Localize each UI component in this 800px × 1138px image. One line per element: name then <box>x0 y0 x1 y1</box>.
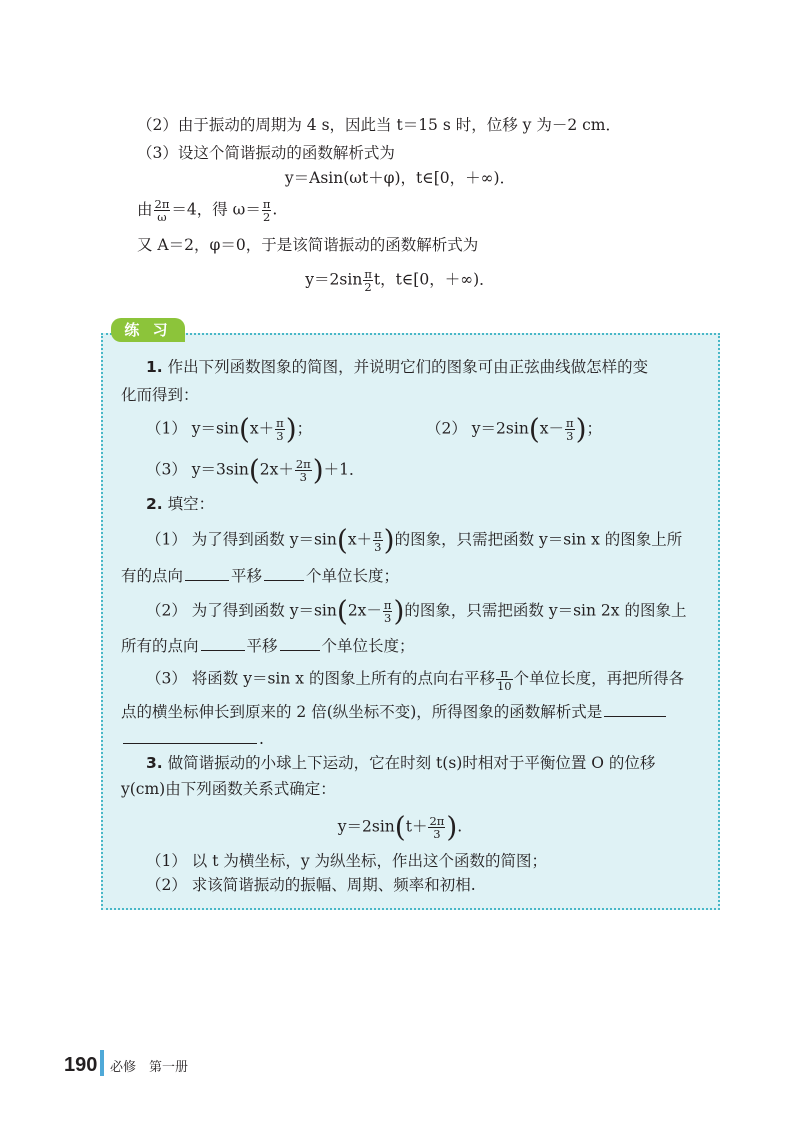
q3-item-2: （2） 求该简谐振动的振幅、周期、频率和初相. <box>146 876 476 894</box>
numerator: π <box>276 416 284 430</box>
paren: ( <box>528 412 540 446</box>
answer-blank[interactable] <box>201 649 245 651</box>
q2-item-2-line-1 <box>146 594 687 628</box>
paren: ) <box>383 523 395 557</box>
text: ＋1． <box>323 460 365 479</box>
denominator: 3 <box>566 429 574 443</box>
numerator: 2π <box>429 814 445 828</box>
text: 2x＋ <box>259 460 294 479</box>
paren: ( <box>248 453 260 487</box>
text: ； <box>586 419 603 438</box>
solution-line-3: （3）设这个简谐振动的函数解析式为 <box>137 144 395 162</box>
fraction <box>262 198 272 223</box>
question-text: 作出下列函数图象的简图，并说明它们的图象可由正弦曲线做怎样的变 <box>167 358 649 376</box>
numerator: π <box>374 527 382 541</box>
text: t＋ <box>405 817 428 836</box>
text: . <box>457 817 463 836</box>
q2-title <box>146 493 214 515</box>
fraction <box>496 667 513 692</box>
denominator: 3 <box>276 429 284 443</box>
text: x＋ <box>347 530 373 549</box>
q2-item-3-line-3 <box>121 728 264 750</box>
fraction <box>383 599 393 624</box>
text: 的图象，只需把函数 y＝sin x 的图象上所 <box>394 530 683 549</box>
answer-blank[interactable] <box>123 742 257 744</box>
numerator: 2π <box>154 197 170 211</box>
fraction <box>565 417 575 442</box>
numerator: π <box>383 598 392 612</box>
paren: ( <box>336 594 348 628</box>
denominator: 10 <box>496 679 512 693</box>
question-number: 1. <box>146 358 163 376</box>
q1-line-2: 化而得到： <box>121 386 199 404</box>
solution-formula-2 <box>0 268 800 293</box>
text: x＋ <box>249 419 275 438</box>
text: （1） y＝sin <box>146 419 239 438</box>
text: . <box>259 730 264 748</box>
denominator: ω <box>157 210 167 224</box>
text: 个单位长度，再把所得各 <box>513 669 685 688</box>
answer-blank[interactable] <box>264 579 304 581</box>
denominator: 3 <box>384 611 392 625</box>
q1-item-c <box>146 453 365 487</box>
numerator: π <box>496 667 513 680</box>
question-number: 3. <box>146 754 163 772</box>
text: y＝2sin <box>337 817 395 836</box>
q2-item-1-line-1 <box>146 523 683 557</box>
paren: ) <box>393 594 405 628</box>
denominator: 3 <box>374 540 382 554</box>
solution-line-4 <box>137 198 277 223</box>
q1-item-b <box>426 412 603 446</box>
q2-item-3-line-2 <box>121 701 668 723</box>
text: ； <box>296 419 313 438</box>
text: 2x－ <box>347 601 382 620</box>
text: （2） y＝2sin <box>426 419 529 438</box>
text: 有的点向 <box>121 567 184 585</box>
page-number: 190 <box>64 1054 98 1076</box>
text: 点的横坐标伸长到原来的 2 倍(纵坐标不变)，所得图象的函数解析式是 <box>121 703 603 721</box>
text: 个单位长度； <box>306 567 400 585</box>
solution-line-2: （2）由于振动的周期为 4 s，因此当 t＝15 s 时，位移 y 为－2 cm． <box>137 116 621 134</box>
text: ＝4，得 ω＝ <box>171 200 261 219</box>
numerator: π <box>566 416 574 430</box>
q2-item-3-line-1 <box>146 667 684 692</box>
text: 个单位长度； <box>321 637 415 655</box>
paren: ) <box>575 412 587 446</box>
question-number: 2. <box>146 495 163 513</box>
paren: ( <box>336 523 348 557</box>
text: （1） 为了得到函数 y＝sin <box>146 530 337 549</box>
text: 由 <box>137 200 153 219</box>
answer-blank[interactable] <box>604 715 666 717</box>
denominator: 2 <box>364 280 372 294</box>
q3-formula <box>0 810 800 844</box>
q2-item-2-line-2 <box>121 635 415 657</box>
fraction <box>275 417 285 442</box>
answer-blank[interactable] <box>185 579 229 581</box>
question-text: 填空： <box>167 495 215 513</box>
paren: ( <box>238 412 250 446</box>
text: x－ <box>539 419 564 438</box>
q1-line-1 <box>146 356 648 378</box>
question-text: 做简谐振动的小球上下运动，它在时刻 t(s)时相对于平衡位置 O 的位移 <box>167 754 656 772</box>
text: （3） 将函数 y＝sin x 的图象上所有的点向右平移 <box>146 669 495 688</box>
text: . <box>272 200 278 219</box>
q3-line-2: y(cm)由下列函数关系式确定： <box>121 780 336 798</box>
fraction <box>154 198 171 223</box>
text: 平移 <box>246 637 278 655</box>
text: 平移 <box>231 567 263 585</box>
solution-formula-1: y＝Asin(ωt＋φ)，t∈[0，＋∞)． <box>284 169 516 187</box>
fraction <box>428 815 445 840</box>
text: y＝2sin <box>305 270 363 289</box>
text: 所有的点向 <box>121 637 199 655</box>
q2-item-1-line-2 <box>121 565 399 587</box>
paren: ) <box>285 412 297 446</box>
fraction <box>373 528 383 553</box>
answer-blank[interactable] <box>280 649 320 651</box>
paren: ( <box>394 810 406 844</box>
q1-item-a <box>146 412 313 446</box>
q3-line-1 <box>146 752 655 774</box>
q3-item-1: （1） 以 t 为横坐标，y 为纵坐标，作出这个函数的简图； <box>146 852 548 870</box>
numerator: 2π <box>295 457 311 471</box>
exercise-title: 练 习 <box>124 321 172 339</box>
paren: ) <box>312 453 324 487</box>
denominator: 3 <box>299 470 307 484</box>
paren: ) <box>446 810 458 844</box>
text: 的图象，只需把函数 y＝sin 2x 的图象上 <box>404 601 687 620</box>
page-number-bar <box>100 1050 104 1076</box>
book-label: 必修 第一册 <box>110 1060 189 1075</box>
text: （3） y＝3sin <box>146 460 249 479</box>
fraction <box>295 458 312 483</box>
solution-line-5: 又 A＝2，φ＝0，于是该简谐振动的函数解析式为 <box>137 236 479 254</box>
numerator: π <box>262 197 271 211</box>
denominator: 2 <box>262 210 271 224</box>
text: t，t∈[0，＋∞)． <box>373 270 495 289</box>
fraction <box>363 268 373 293</box>
numerator: π <box>364 267 372 281</box>
text: （2） 为了得到函数 y＝sin <box>146 601 337 620</box>
denominator: 3 <box>433 827 441 841</box>
